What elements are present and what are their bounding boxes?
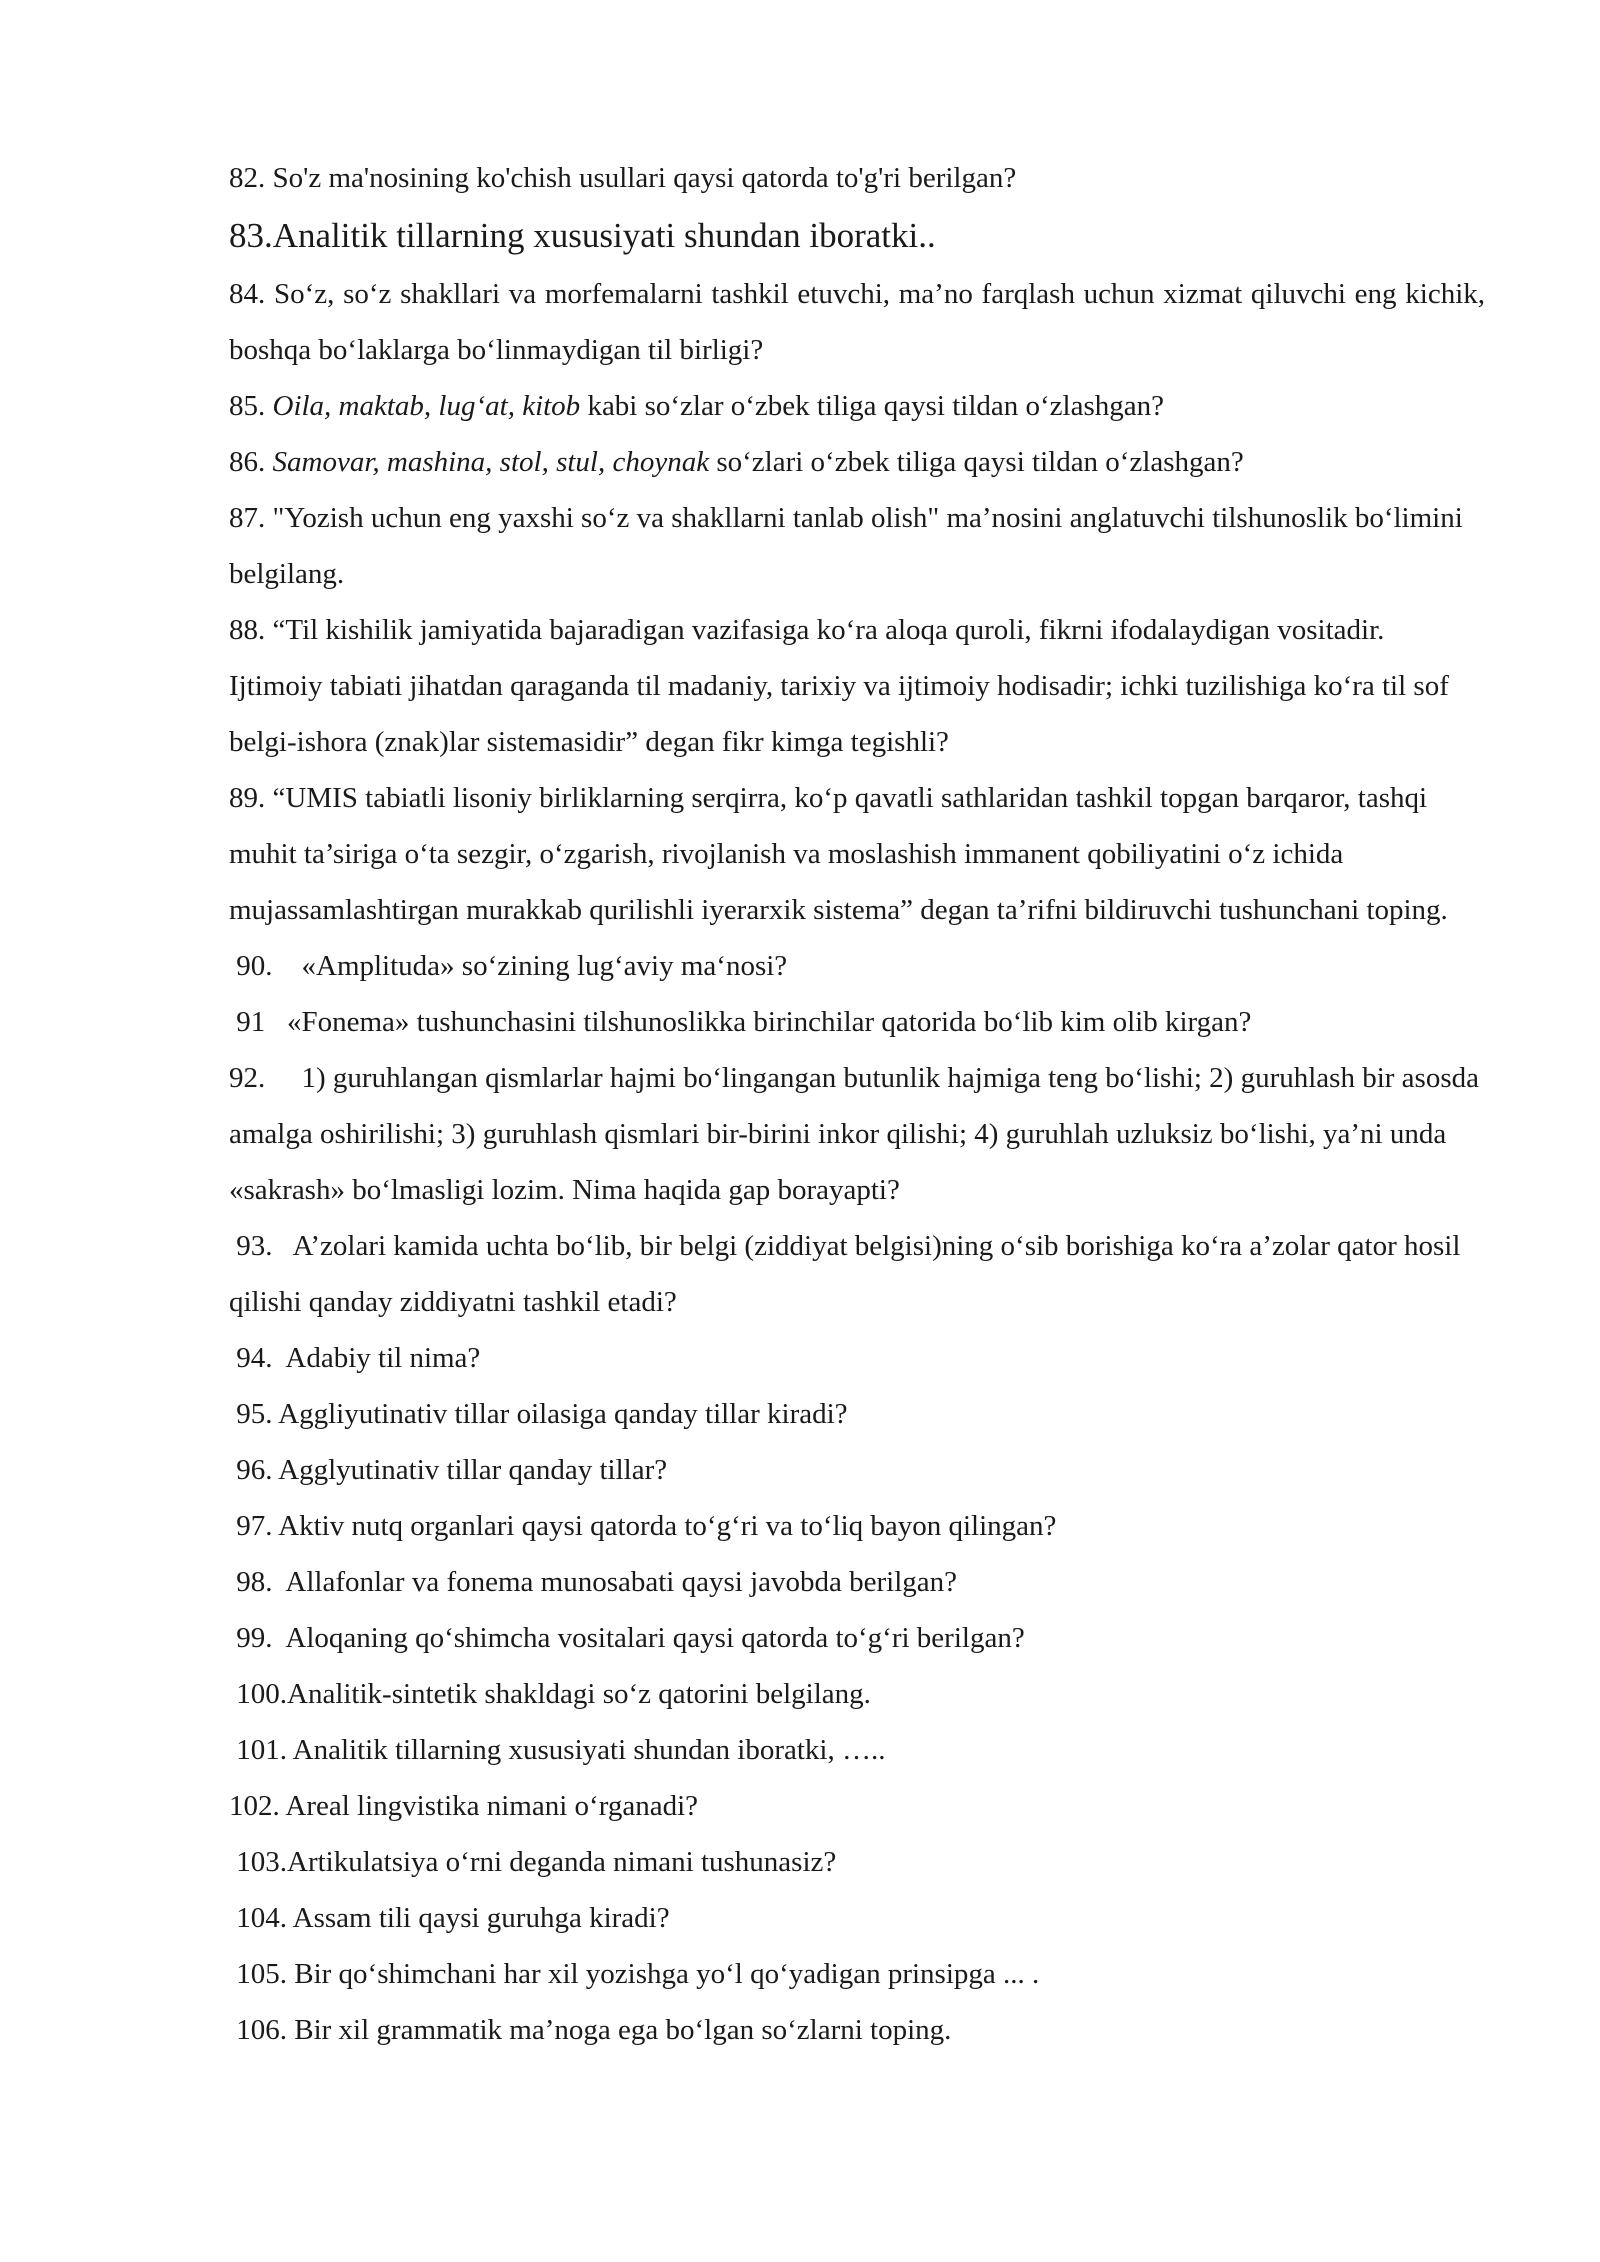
question-87: 87. "Yozish uchun eng yaxshi so‘z va shakllarni tanlab olish" ma’nosini anglatuvchi tilshunoslik bo‘limini belgilang.	[229, 502, 1463, 590]
question-93: 93. A’zolari kamida uchta bo‘lib, bir belgi (ziddiyat belgisi)ning o‘sib borishiga ko‘ra a’zolar qator hosil qilishi qanday ziddiyatni tashkil etadi?	[229, 1230, 1468, 1318]
question-98: 98. Allafonlar va fonema munosabati qaysi javobda berilgan?	[229, 1566, 958, 1598]
question-105: 105. Bir qo‘shimchani har xil yozishga yo‘l qo‘yadigan prinsipga ... .	[229, 1958, 1040, 1990]
question-102: 102. Areal lingvistika nimani o‘rganadi?	[229, 1790, 698, 1822]
question-82: 82. So'z ma'nosining ko'chish usullari qaysi qatorda to'g'ri berilgan?	[229, 162, 1017, 194]
question-84: 84. So‘z, so‘z shakllari va morfemalarni tashkil etuvchi, ma’no farqlash uchun xizmat qiluvchi eng kichik, boshqa bo‘laklarga bo‘linmaydigan til birligi?	[229, 278, 1485, 366]
question-101: 101. Analitik tillarning xususiyati shundan iboratki, …..	[229, 1734, 886, 1766]
question-85-text: kabi so‘zlar o‘zbek tiliga qaysi tildan o‘zlashgan?	[580, 390, 1165, 422]
question-85-number: 85.	[229, 390, 273, 422]
question-104: 104. Assam tili qaysi guruhga kiradi?	[229, 1902, 670, 1934]
question-92: 92. 1) guruhlangan qismlarlar hajmi bo‘lingangan butunlik hajmiga teng bo‘lishi; 2) guruhlash bir asosda amalga oshirilishi; 3) guruhlash qismlari bir-birini inkor qilishi; 4) guruhlah uzluksiz bo‘lishi, ya’ni unda «sakrash» bo‘lmasligi lozim. Nima haqida gap borayapti?	[229, 1062, 1487, 1206]
question-106: 106. Bir xil grammatik ma’noga ega bo‘lgan so‘zlarni toping.	[229, 2014, 952, 2046]
question-94: 94. Adabiy til nima?	[229, 1342, 481, 1374]
question-86-number: 86.	[229, 446, 273, 478]
question-83: 83.Analitik tillarning xususiyati shundan iboratki..	[229, 216, 936, 255]
question-88: 88. “Til kishilik jamiyatida bajaradigan vazifasiga ko‘ra aloqa quroli, fikrni ifodalaydigan vositadir. Ijtimoiy tabiati jihatdan qaraganda til madaniy, tarixiy va ijtimoiy hodisadir; ichki tuzilishiga ko‘ra til sof belgi-ishora (znak)lar sistemasidir” degan fikr kimga tegishli?	[229, 614, 1449, 758]
question-85-words: Oila, maktab, lug‘at, kitob	[272, 390, 581, 422]
question-90: 90. «Amplituda» so‘zining lug‘aviy ma‘nosi?	[229, 950, 788, 982]
question-103: 103.Artikulatsiya o‘rni deganda nimani tushunasiz?	[229, 1846, 837, 1878]
question-86-words: Samovar, mashina, stol, stul, choynak	[272, 446, 710, 478]
question-95: 95. Aggliyutinativ tillar oilasiga qanday tillar kiradi?	[229, 1398, 848, 1430]
question-96: 96. Agglyutinativ tillar qanday tillar?	[229, 1454, 668, 1486]
question-91: 91 «Fonema» tushunchasini tilshunoslikka birinchilar qatorida bo‘lib kim olib kirgan?	[229, 1006, 1252, 1038]
question-list	[229, 150, 1485, 2058]
question-89: 89. “UMIS tabiatli lisoniy birliklarning serqirra, ko‘p qavatli sathlaridan tashkil topgan barqaror, tashqi muhit ta’siriga o‘ta sezgir, o‘zgarish, rivojlanish va moslashish immanent qobiliyatini o‘z ichida mujassamlashtirgan murakkab qurilishli iyerarxik sistema” degan ta’rifni bildiruvchi tushunchani toping.	[229, 782, 1448, 926]
question-97: 97. Aktiv nutq organlari qaysi qatorda to‘g‘ri va to‘liq bayon qilingan?	[229, 1510, 1057, 1542]
question-85	[229, 378, 1485, 434]
question-99: 99. Aloqaning qo‘shimcha vositalari qaysi qatorda to‘g‘ri berilgan?	[229, 1622, 1025, 1654]
question-86	[229, 434, 1485, 490]
question-100: 100.Analitik-sintetik shakldagi so‘z qatorini belgilang.	[229, 1678, 871, 1710]
question-86-text: so‘zlari o‘zbek tiliga qaysi tildan o‘zlashgan?	[709, 446, 1244, 478]
